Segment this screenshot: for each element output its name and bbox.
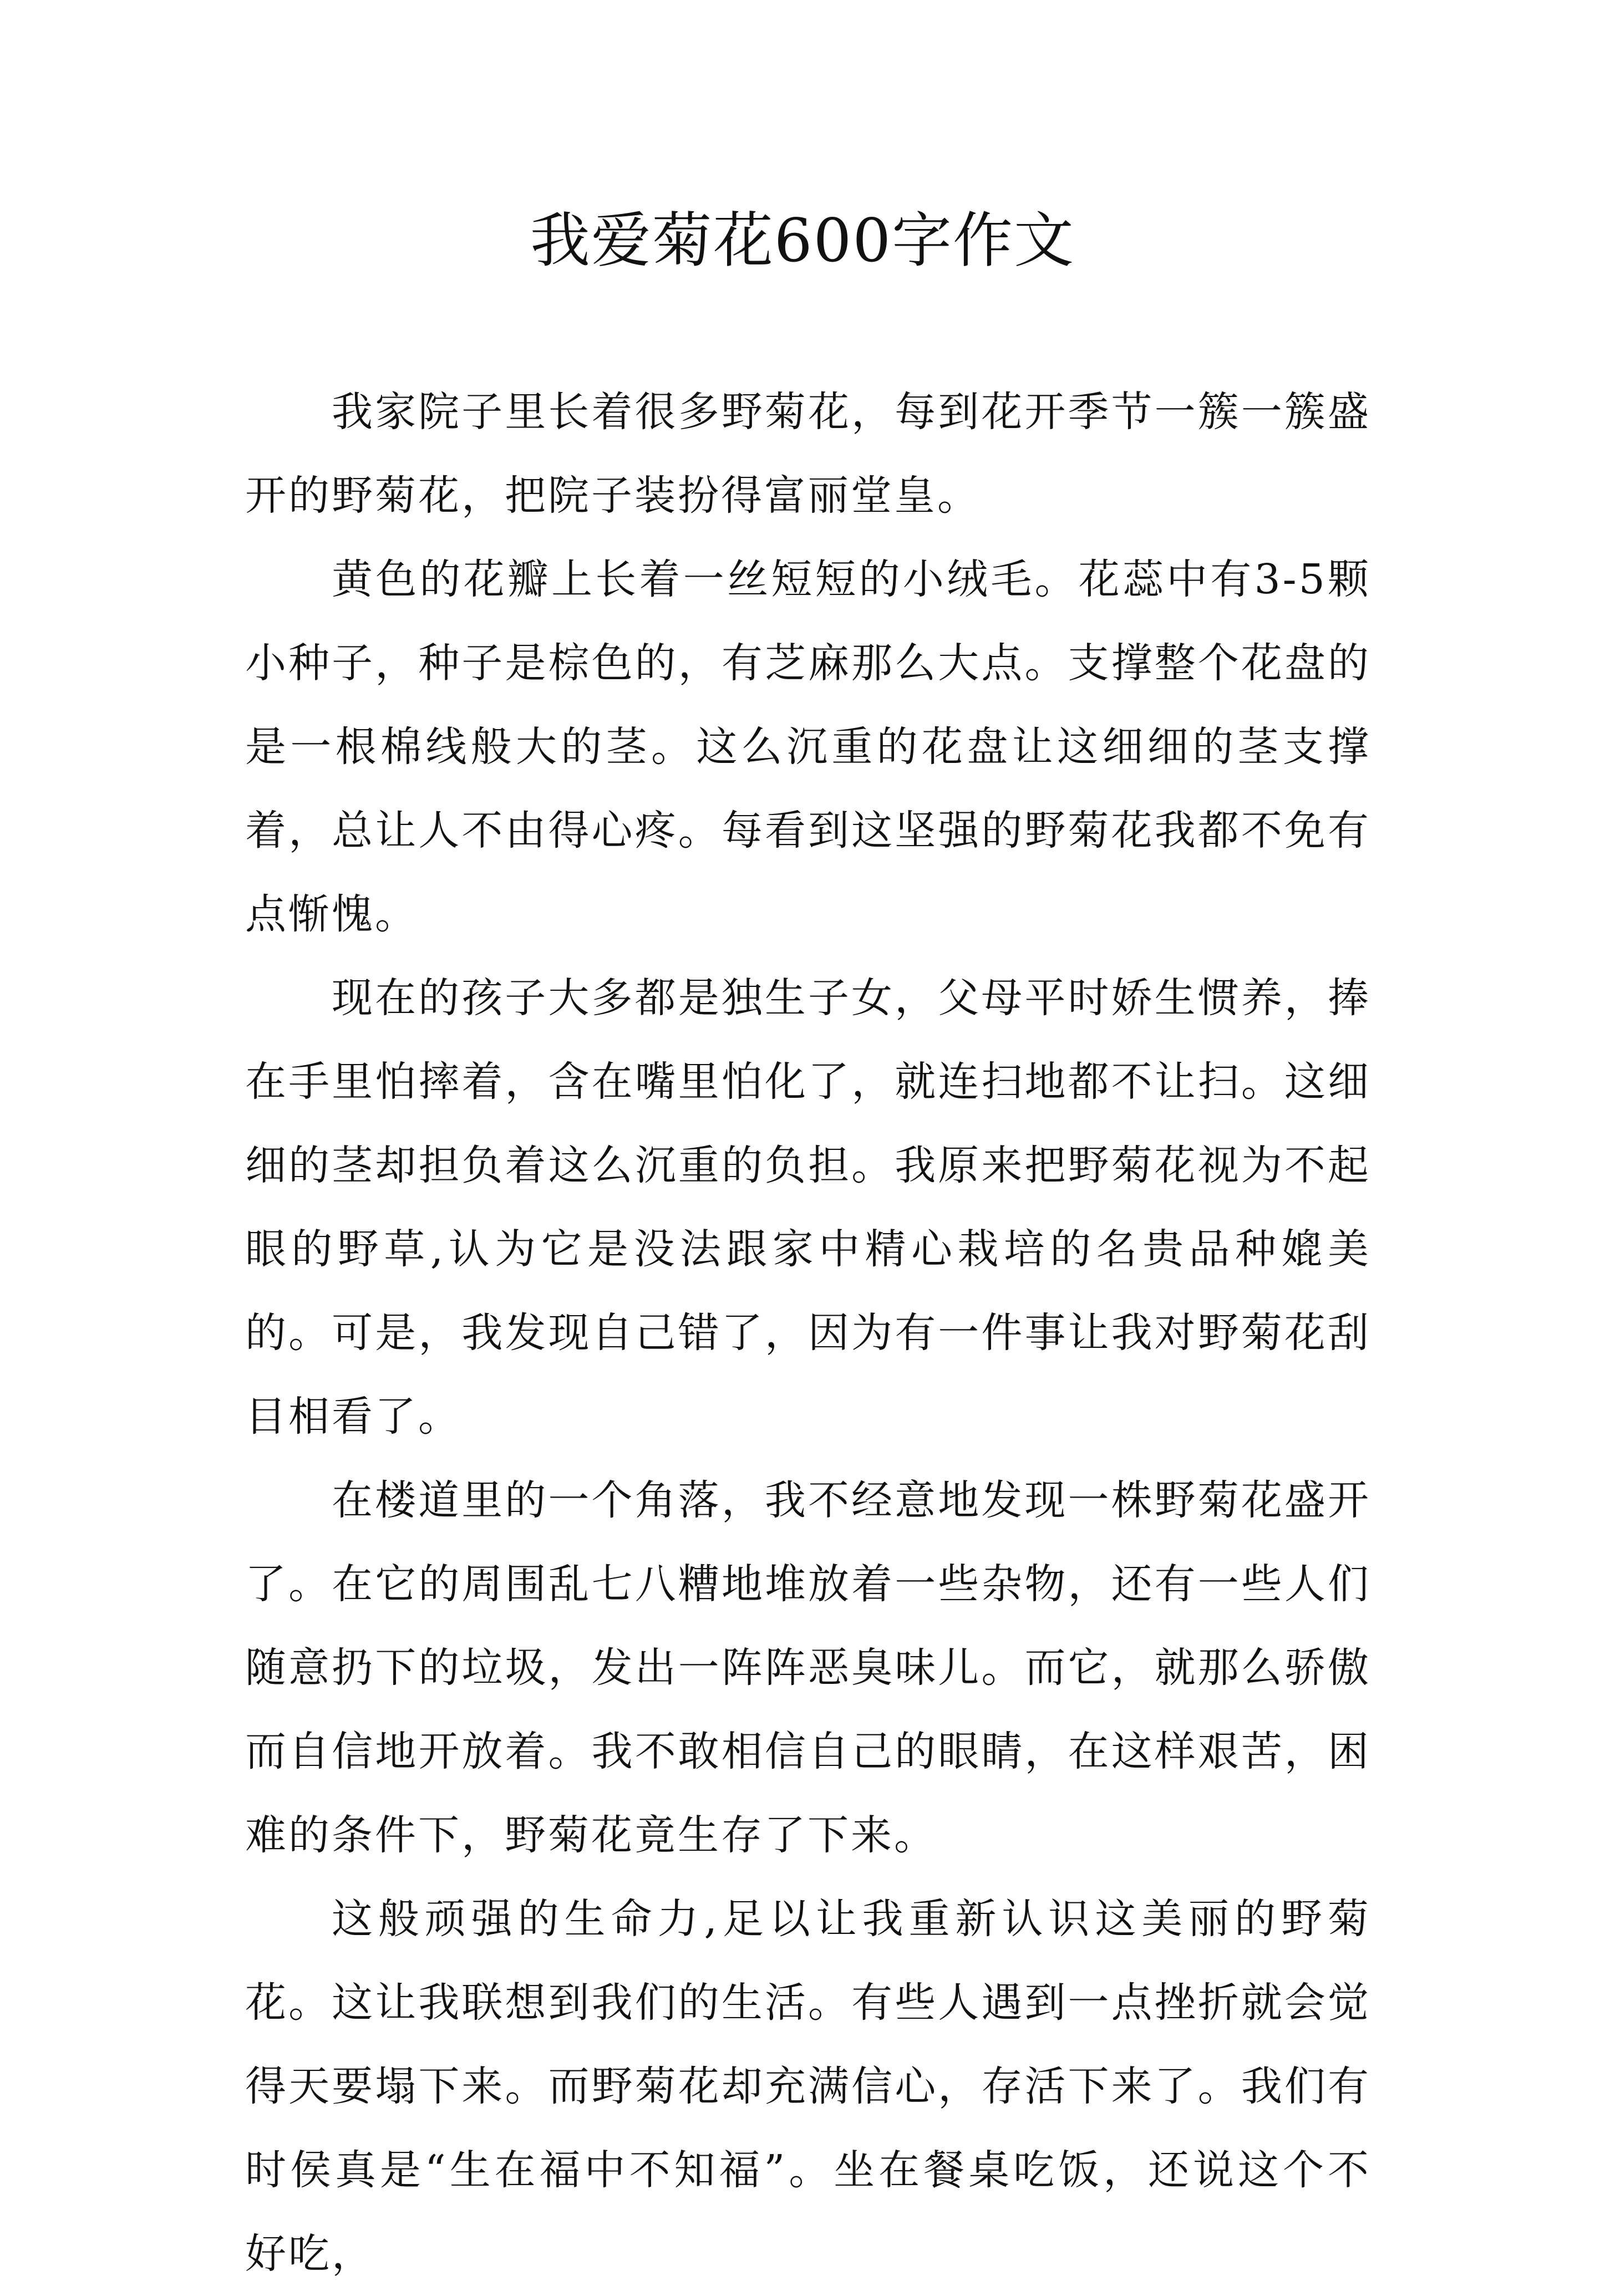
document-title: 我爱菊花600字作文: [530, 206, 1075, 276]
paragraph-1: 我家院子里长着很多野菊花，每到花开季节一簇一簇盛开的野菊花，把院子装扮得富丽堂皇。: [245, 388, 1371, 520]
paragraph-4: 在楼道里的一个角落，我不经意地发现一株野菊花盛开了。在它的周围乱七八糟地堆放着一些杂物，还有一些人们随意扔下的垃圾，发出一阵阵恶臭味儿。而它，就那么骄傲而自信地开放着。我不敢相信自己的眼睛，在这样艰苦，困难的条件下，野菊花竟生存了下来。: [245, 1477, 1371, 1859]
document-body: [245, 370, 1371, 2296]
paragraph-2: 黄色的花瓣上长着一丝短短的小绒毛。花蕊中有3-5颗小种子，种子是棕色的，有芝麻那么大点。支撑整个花盘的是一根棉线般大的茎。这么沉重的花盘让这细细的茎支撑着，总让人不由得心疼。每看到这坚强的野菊花我都不免有点惭愧。: [245, 556, 1371, 938]
paragraph-3: 现在的孩子大多都是独生子女，父母平时娇生惯养，捧在手里怕摔着，含在嘴里怕化了，就连扫地都不让扫。这细细的茎却担负着这么沉重的负担。我原来把野菊花视为不起眼的野草,认为它是没法跟家中精心栽培的名贵品种媲美的。可是，我发现自己错了，因为有一件事让我对野菊花刮目相看了。: [245, 974, 1371, 1440]
paragraph-5: 这般顽强的生命力,足以让我重新认识这美丽的野菊花。这让我联想到我们的生活。有些人遇到一点挫折就会觉得天要塌下来。而野菊花却充满信心，存活下来了。我们有时侯真是“生在福中不知福”。坐在餐桌吃饭，还说这个不好吃，: [245, 1895, 1371, 2278]
